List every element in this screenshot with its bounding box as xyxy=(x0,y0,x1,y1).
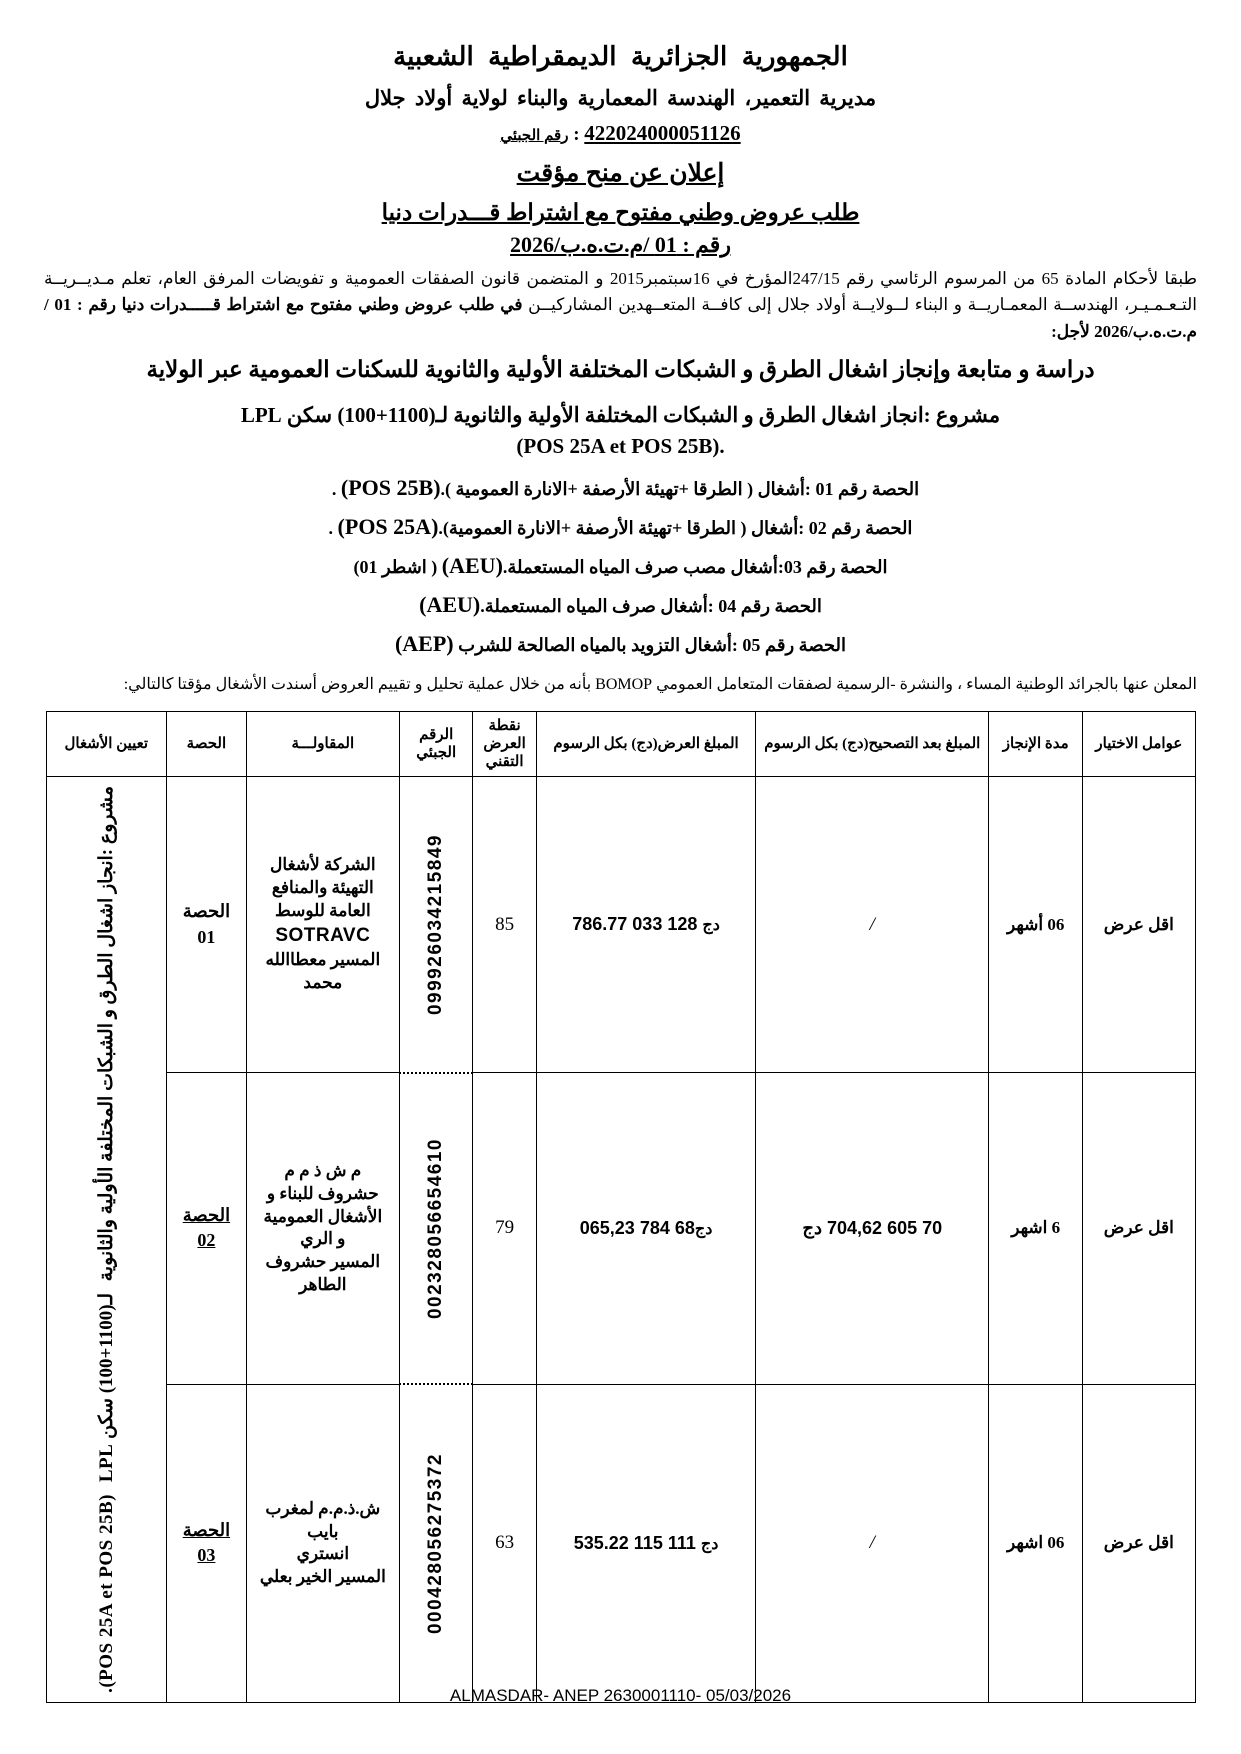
lot-3-tail: ( اشطر 01) xyxy=(353,556,442,577)
lot-item-1 xyxy=(44,475,1197,501)
lot-1-code: (POS 25B) xyxy=(340,474,441,500)
table-header-row xyxy=(46,711,1195,776)
announcement-title-text: إعلان عن منح مؤقت xyxy=(516,160,725,187)
header-lot: الحصة xyxy=(167,711,247,776)
row-3-manager-line-1: المسير الخير بعلي xyxy=(259,1567,386,1587)
row-1-lot xyxy=(167,776,247,1072)
row-3-lot xyxy=(167,1384,247,1703)
row-3-offer-amount xyxy=(536,1384,756,1703)
footer-reference: ALMASDAR- ANEP 2630001110- 05/03/2026 xyxy=(449,1686,792,1705)
row-1-lot-label: الحصة xyxy=(182,901,231,922)
header-firm: المقاولـــة xyxy=(246,711,399,776)
row-3-duration: 06 اشهر xyxy=(989,1384,1083,1703)
row-3-technical-score: 63 xyxy=(473,1384,536,1703)
designation-line-2: لـ(1100+100) سكن LPL xyxy=(95,1293,117,1483)
bomop-paragraph: المعلن عنها بالجرائد الوطنية المساء ، والنشرة -الرسمية لصفقات المتعامل العمومي BOMOP بأنه من خلال عملية تحليل و تقييم العروض أسندت الأشغال مؤقتا كالتالي: xyxy=(123,675,1197,693)
row-3-fiscal-number-cell xyxy=(399,1384,473,1703)
row-2-firm-line-1: م ش ذ م م xyxy=(284,1160,362,1180)
row-3-lot-number: 03 xyxy=(197,1545,216,1566)
directorate-title: مديرية التعمير، الهندسة المعمارية والبناء لولاية أولاد جلال xyxy=(364,86,877,110)
row-2-offer-amount xyxy=(536,1073,756,1384)
designation-cell xyxy=(46,776,167,1702)
row-2-criteria: اقل عرض xyxy=(1083,1073,1195,1384)
row-2-currency: دج xyxy=(694,1220,713,1238)
republic-title: الجمهورية الجزائرية الديمقراطية الشعبية xyxy=(393,42,848,71)
designation-line-3: (POS 25A et POS 25B). xyxy=(95,1494,117,1694)
header-technical-score: نقطة العرض التقني xyxy=(473,711,536,776)
header-criteria: عوامل الاختيار xyxy=(1083,711,1195,776)
lot-3-text: الحصة رقم 03:أشغال مصب صرف المياه المستعملة. xyxy=(502,556,888,577)
lot-1-tail: . xyxy=(331,478,341,499)
project-line-2: (POS 25A et POS 25B). xyxy=(516,433,725,458)
row-2-technical-score: 79 xyxy=(473,1073,536,1384)
row-2-lot-number: 02 xyxy=(197,1230,216,1251)
row-2-manager-line-2: الطاهر xyxy=(299,1275,347,1295)
row-2-corrected-currency: دج xyxy=(802,1217,822,1238)
row-3-firm-line-2: انستري xyxy=(296,1544,350,1564)
lot-5-code: (AEP) xyxy=(394,630,454,656)
row-2-offer-value: 68 784 065,23 xyxy=(579,1217,695,1238)
designation-line-1: مشروع :انجاز اشغال الطرق و الشبكات المختلفة الأولية والثانوية xyxy=(95,785,117,1282)
row-1-fiscal-number-cell xyxy=(399,776,473,1072)
header-offer-amount: المبلغ العرض(دج) بكل الرسوم xyxy=(536,711,756,776)
row-1-firm-line-2: التهيئة والمنافع xyxy=(271,878,374,898)
row-1-fiscal-number: 099926034215849 xyxy=(425,833,447,1015)
row-2-duration: 6 اشهر xyxy=(989,1073,1083,1384)
tender-type-text: طلب عروض وطني مفتوح مع اشتراط قـــدرات دنيا xyxy=(381,200,860,225)
intro-paragraph: طبقا لأحكام المادة 65 من المرسوم الرئاسي رقم 247/15المؤرخ في 16سبتمبر2015 و المتضمن قانون الصفقات العمومية و تفويضات المرفق العام، تعلم مـديــريــة التـعـمـيـر، الهندســة المعمـاريــة و البناء لــولايــة أولاد جلال إلى كافــة المتعــهدين المشاركيــن في طلب عروض وطني مفتوح مع اشتراط قـــــدرات دنيا رقم : 01 /م.ت.ه.ب/2026 لأجل: xyxy=(44,269,1197,341)
row-1-firm-latin: SOTRAVC xyxy=(275,925,371,947)
row-3-fiscal-number: 000428056275372 xyxy=(425,1453,447,1635)
row-2-lot-label: الحصة xyxy=(182,1205,231,1226)
row-2-manager-line-1: المسير حشروف xyxy=(265,1252,381,1272)
row-3-firm-line-1: ش.ذ.م.م لمغرب بايب xyxy=(265,1498,381,1541)
row-2-firm-line-4: و الري xyxy=(300,1229,346,1249)
row-1-corrected-amount: / xyxy=(756,776,989,1072)
tender-number xyxy=(44,232,1197,258)
row-1-lot-number: 01 xyxy=(197,926,216,947)
header-corrected-amount: المبلغ بعد التصحيح(دج) بكل الرسوم xyxy=(756,711,989,776)
row-2-firm xyxy=(246,1073,399,1384)
awards-table xyxy=(46,711,1196,1703)
lot-2-tail: . xyxy=(328,517,338,538)
row-3-criteria: اقل عرض xyxy=(1083,1384,1195,1703)
lot-4-text: الحصة رقم 04 :أشغال صرف المياه المستعملة. xyxy=(480,595,822,616)
fiscal-separator: : xyxy=(568,124,585,145)
lot-2-code: (POS 25A) xyxy=(337,513,439,539)
fiscal-number-label: رقم الجبئي xyxy=(500,128,569,144)
header-duration: مدة الإنجاز xyxy=(989,711,1083,776)
table-row xyxy=(46,1384,1195,1703)
row-3-firm xyxy=(246,1384,399,1703)
lot-item-3 xyxy=(44,553,1197,579)
row-2-firm-line-2: حشروف للبناء و xyxy=(266,1183,379,1203)
row-3-corrected-amount: / xyxy=(756,1384,989,1703)
fiscal-number-line xyxy=(44,121,1197,146)
tender-type xyxy=(44,200,1197,226)
row-1-offer-value: 128 033 786.77 xyxy=(572,914,698,935)
row-2-fiscal-number-cell xyxy=(399,1073,473,1384)
lot-2-text: الحصة رقم 02 :أشغال ( الطرقا +تهيئة الأرصفة +الانارة العمومية). xyxy=(438,517,913,538)
lot-5-text: الحصة رقم 05 :أشغال التزويد بالمياه الصالحة للشرب xyxy=(453,634,847,655)
table-row xyxy=(46,1073,1195,1384)
row-2-corrected-amount xyxy=(756,1073,989,1384)
project-line-1: مشروع :انجاز اشغال الطرق و الشبكات المختلفة الأولية والثانوية لـ(1100+100) سكن LPL xyxy=(240,403,1001,428)
announcement-title xyxy=(44,158,1197,188)
row-2-fiscal-number: 002328056654610 xyxy=(425,1137,447,1319)
row-2-corrected-value: 70 605 704,62 xyxy=(827,1217,943,1238)
lot-3-code: (AEU) xyxy=(441,552,503,578)
row-1-criteria: اقل عرض xyxy=(1083,776,1195,1072)
row-3-currency: دج xyxy=(700,1535,719,1553)
lot-1-text: الحصة رقم 01 :أشغال ( الطرقا +تهيئة الأرصفة +الانارة العمومية ). xyxy=(440,478,920,499)
row-2-firm-line-3: الأشغال العمومية xyxy=(263,1206,383,1226)
row-2-lot xyxy=(167,1073,247,1384)
fiscal-number-value: 422024000051126 xyxy=(584,121,741,145)
row-1-offer-amount xyxy=(536,776,756,1072)
row-3-lot-label: الحصة xyxy=(182,1520,231,1541)
row-1-firm xyxy=(246,776,399,1072)
row-1-manager-line-1: المسير معطاالله xyxy=(265,949,381,969)
header-designation: تعيين الأشغال xyxy=(46,711,167,776)
lot-4-code: (AEU) xyxy=(419,591,481,617)
lot-item-2 xyxy=(44,514,1197,540)
lot-item-4 xyxy=(44,592,1197,618)
table-row xyxy=(46,776,1195,1072)
header-fiscal-number: الرقم الجبئي xyxy=(399,711,473,776)
row-1-currency: دج xyxy=(702,917,720,935)
row-1-firm-line-1: الشركة لأشغال xyxy=(270,855,376,875)
purpose-statement: دراسة و متابعة وإنجاز اشغال الطرق و الشبكات المختلفة الأولية والثانوية للسكنات العمومية عبر الولاية xyxy=(146,357,1095,383)
row-1-duration: 06 أشهر xyxy=(989,776,1083,1072)
lot-item-5 xyxy=(44,631,1197,657)
tender-number-text: رقم : 01 /م.ت.ه.ب/2026 xyxy=(510,232,731,257)
row-3-offer-value: 111 115 535.22 xyxy=(573,1532,696,1553)
row-1-firm-line-3: العامة للوسط xyxy=(274,901,371,921)
row-1-manager-line-2: محمد xyxy=(303,972,343,992)
row-1-technical-score: 85 xyxy=(473,776,536,1072)
